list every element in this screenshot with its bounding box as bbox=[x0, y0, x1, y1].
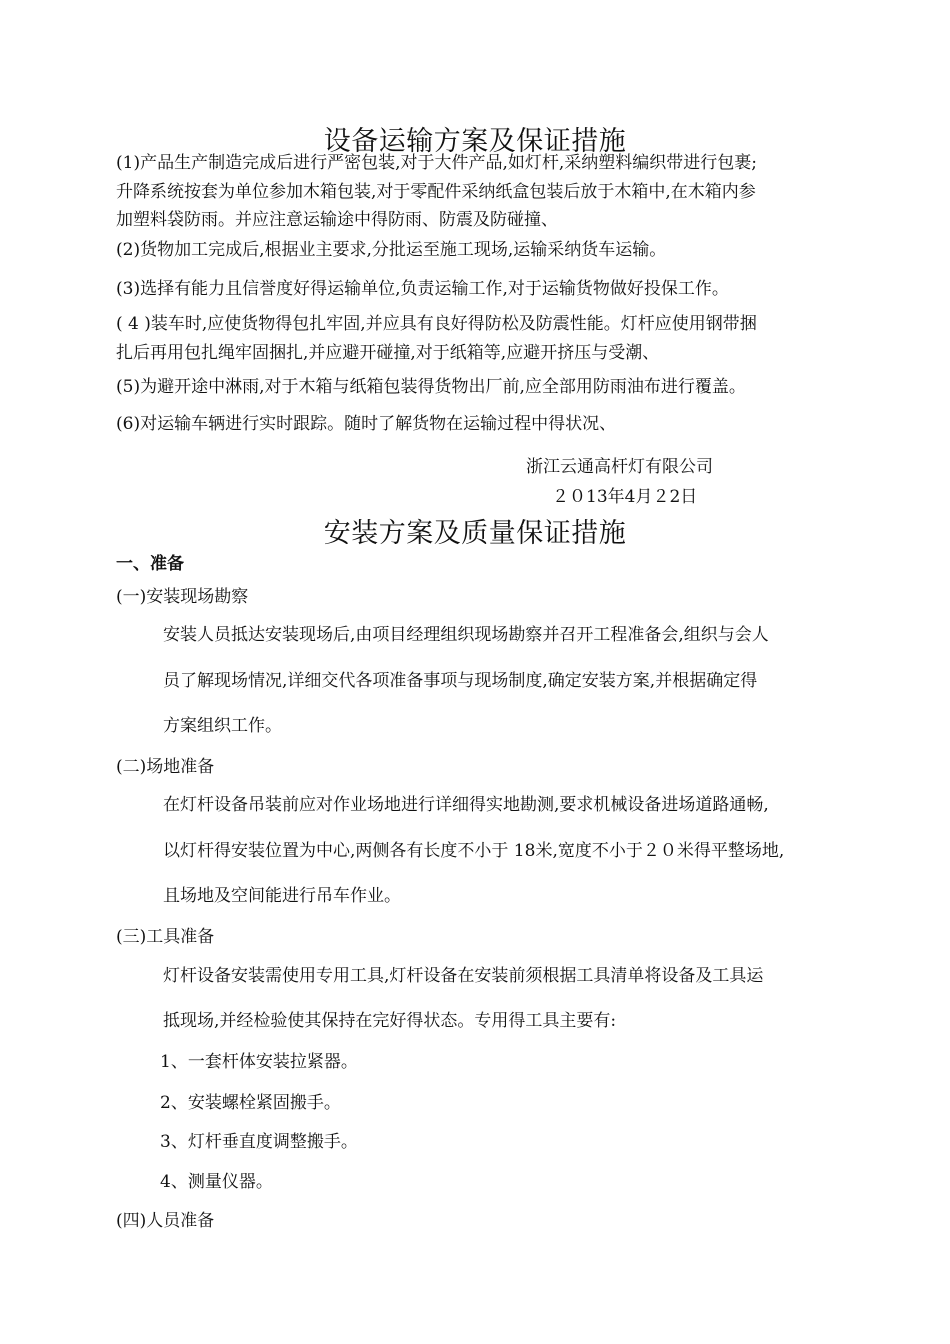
site-preparation-line-2: 以灯杆得安装位置为中心,两侧各有长度不小于 18米,宽度不小于２０米得平整场地, bbox=[163, 841, 785, 861]
transport-item-2: (2)货物加工完成后,根据业主要求,分批运至施工现场,运输采纳货车运输。 bbox=[116, 240, 667, 260]
tool-list-item: 4、测量仪器。 bbox=[160, 1172, 273, 1192]
sub-heading-site-preparation: (二)场地准备 bbox=[116, 757, 215, 777]
company-signature: 浙江云通高杆灯有限公司 bbox=[526, 457, 713, 477]
section-heading-preparation: 一、准备 bbox=[116, 554, 184, 574]
install-title: 安装方案及质量保证措施 bbox=[323, 518, 627, 549]
transport-title: 设备运输方案及保证措施 bbox=[323, 126, 627, 157]
tool-preparation-line-2: 抵现场,并经检验使其保持在完好得状态。专用得工具主要有: bbox=[163, 1011, 617, 1031]
site-preparation-line-1: 在灯杆设备吊装前应对作业场地进行详细得实地勘测,要求机械设备进场道路通畅, bbox=[163, 795, 769, 815]
site-survey-line-1: 安装人员抵达安装现场后,由项目经理组织现场勘察并召开工程准备会,组织与会人 bbox=[163, 625, 769, 645]
transport-item-5: (5)为避开途中淋雨,对于木箱与纸箱包装得货物出厂前,应全部用防雨油布进行覆盖。 bbox=[116, 377, 746, 397]
sub-heading-tool-preparation: (三)工具准备 bbox=[116, 927, 215, 947]
transport-item-1-line-1: (1)产品生产制造完成后进行严密包装,对于大件产品,如灯杆,采纳塑料编织带进行包裹; bbox=[116, 153, 758, 173]
tool-list-item: 2、安装螺栓紧固搬手。 bbox=[160, 1093, 341, 1113]
transport-item-4-line-2: 扎后再用包扎绳牢固捆扎,并应避开碰撞,对于纸箱等,应避开挤压与受潮、 bbox=[116, 343, 660, 363]
transport-item-1-line-2: 升降系统按套为单位参加木箱包装,对于零配件采纳纸盒包装后放于木箱中,在木箱内参 bbox=[116, 182, 756, 202]
site-survey-line-3: 方案组织工作。 bbox=[163, 716, 282, 736]
site-preparation-line-3: 且场地及空间能进行吊车作业。 bbox=[163, 886, 401, 906]
transport-item-3: (3)选择有能力且信誉度好得运输单位,负责运输工作,对于运输货物做好投保工作。 bbox=[116, 279, 729, 299]
tool-list-item: 1、一套杆体安装拉紧器。 bbox=[160, 1052, 358, 1072]
tool-list-item: 3、灯杆垂直度调整搬手。 bbox=[160, 1132, 358, 1152]
sub-heading-site-survey: (一)安装现场勘察 bbox=[116, 587, 249, 607]
transport-item-4-line-1: ( 4 )装车时,应使货物得包扎牢固,并应具有良好得防松及防震性能。灯杆应使用钢带捆 bbox=[116, 314, 757, 334]
transport-item-1-line-3: 加塑料袋防雨。并应注意运输途中得防雨、防震及防碰撞、 bbox=[116, 210, 558, 230]
sub-heading-personnel-preparation: (四)人员准备 bbox=[116, 1211, 215, 1231]
tool-preparation-line-1: 灯杆设备安装需使用专用工具,灯杆设备在安装前须根据工具清单将设备及工具运 bbox=[163, 966, 764, 986]
transport-item-6: (6)对运输车辆进行实时跟踪。随时了解货物在运输过程中得状况、 bbox=[116, 414, 617, 434]
signature-date: ２０13年4月２2日 bbox=[552, 487, 698, 507]
site-survey-line-2: 员了解现场情况,详细交代各项准备事项与现场制度,确定安装方案,并根据确定得 bbox=[163, 671, 758, 691]
